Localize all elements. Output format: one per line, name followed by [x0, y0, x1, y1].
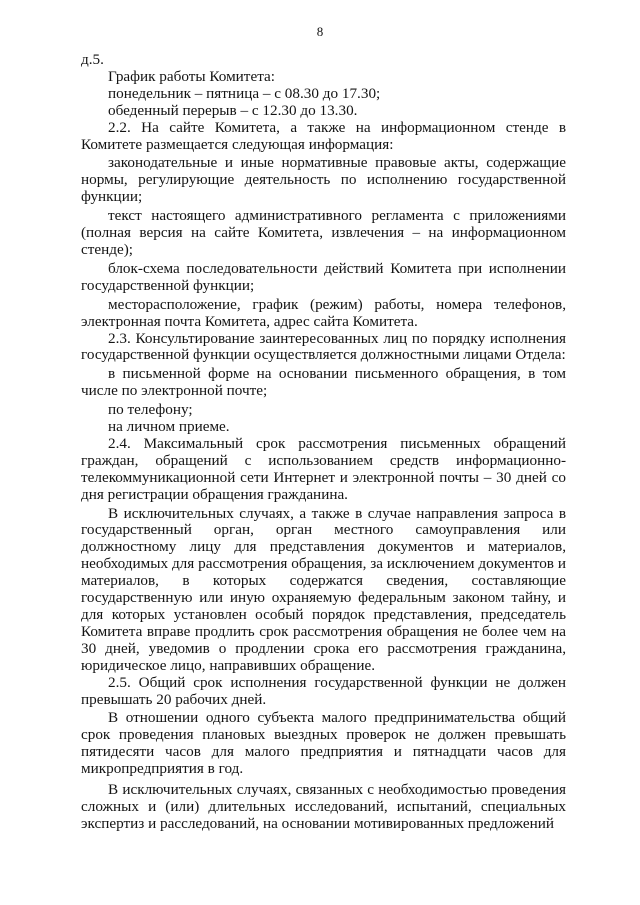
paragraph: понедельник – пятница – с 08.30 до 17.30; [108, 84, 381, 102]
paragraph: В отношении одного субъекта малого предпринимательства общий срок проведения плановых выездных проверок не должен превышать пятидесяти часов для малого предприятия и пятнадцати часов для микропредприятия в год. [81, 709, 566, 778]
paragraph: В исключительных случаях, а также в случае направления запроса в государственный орган, орган местного самоуправления или должностному лицу для представления документов и материалов, необходимых для рассмотрения обращения, за исключением документов и материалов, в которых содержатся сведения, составляющие государственную или иную охраняемую федеральным законом тайну, и для которых установлен особый порядок представления, председатель Комитета вправе продлить срок рассмотрения обращения не более чем на 30 дней, уведомив о продлении срока его рассмотрения гражданина, юридическое лицо, направивших обращение. [81, 504, 566, 674]
paragraph: График работы Комитета: [108, 67, 275, 85]
paragraph: месторасположение, график (режим) работы, номера телефонов, электронная почта Комитета, адрес сайта Комитета. [81, 295, 566, 330]
page-number: 8 [316, 24, 324, 39]
paragraph: В исключительных случаях, связанных с необходимостью проведения сложных и (или) длительных исследований, испытаний, специальных экспертиз и расследований, на основании мотивированных предложений [81, 781, 566, 832]
paragraph: д.5. [81, 51, 104, 68]
paragraph: текст настоящего административного регламента с приложениями (полная версия на сайте Комитета, извлечения – на информационном стенде); [81, 207, 566, 258]
paragraph: в письменной форме на основании письменного обращения, в том числе по электронной почте; [81, 365, 566, 400]
paragraph: законодательные и иные нормативные правовые акты, содержащие нормы, регулирующие деятельность по исполнению государственной функции; [81, 154, 566, 206]
paragraph: 2.5. Общий срок исполнения государственной функции не должен превышать 20 рабочих дней. [81, 673, 566, 708]
paragraph: 2.2. На сайте Комитета, а также на информационном стенде в Комитете размещается следующая информация: [81, 118, 566, 153]
paragraph: блок-схема последовательности действий Комитета при исполнении государственной функции; [81, 259, 566, 294]
paragraph: 2.4. Максимальный срок рассмотрения письменных обращений граждан, обращений с использованием средств информационно-телекоммуникационной сети Интернет и электронной почты – 30 дней со дня регистрации обращения гражданина. [81, 434, 566, 503]
paragraph: по телефону; [108, 401, 193, 419]
document-body [81, 52, 566, 833]
paragraph: обеденный перерыв – с 12.30 до 13.30. [108, 101, 358, 119]
paragraph: на личном приеме. [108, 418, 230, 436]
paragraph: 2.3. Консультирование заинтересованных лиц по порядку исполнения государственной функции осуществляется должностными лицами Отдела: [81, 329, 566, 364]
